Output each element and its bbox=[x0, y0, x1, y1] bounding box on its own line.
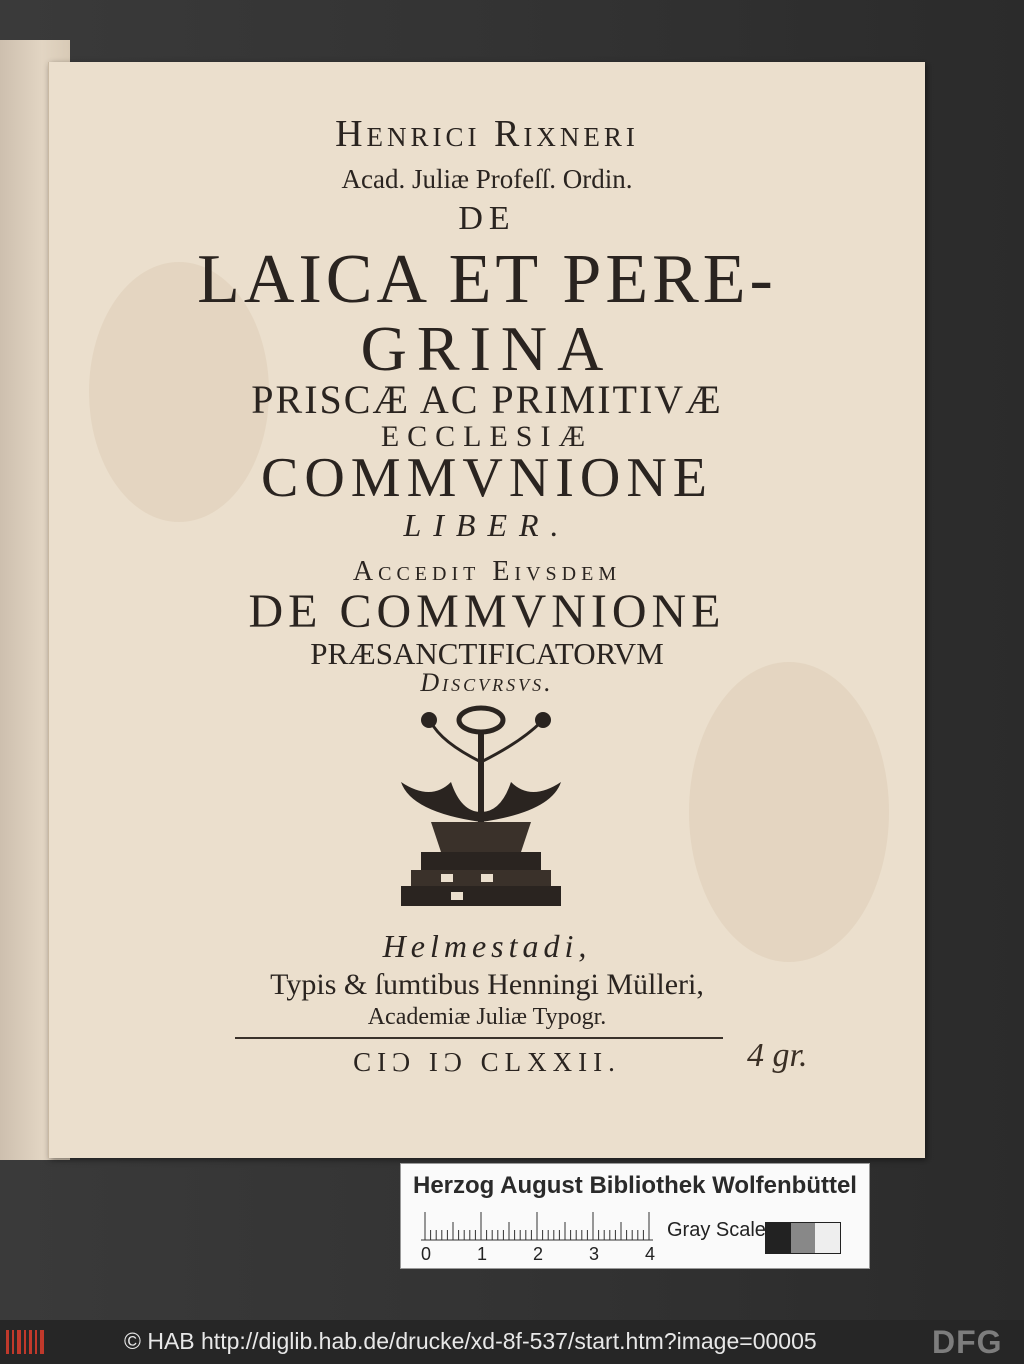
paper-stain bbox=[689, 662, 889, 962]
title-de: DE bbox=[458, 200, 516, 237]
barcode-icon bbox=[4, 1326, 50, 1358]
dfg-logo: DFG bbox=[932, 1324, 1003, 1360]
title-line-5: COMMVNIONE bbox=[261, 447, 713, 509]
author-title: Acad. Juliæ Profeſſ. Ordin. bbox=[341, 164, 633, 194]
title-line-2: GRINA bbox=[360, 313, 614, 384]
praesanctificatorum-line: PRÆSANCTIFICATORVM bbox=[310, 636, 664, 671]
imprint-year: CIϽ IϽ CLXXII. bbox=[353, 1047, 621, 1077]
scale-number: 1 bbox=[477, 1244, 488, 1264]
copyright-link[interactable]: © HAB http://diglib.hab.de/drucke/xd-8f-537/start.htm?image=00005 bbox=[124, 1328, 817, 1354]
ruler-scale bbox=[421, 1210, 661, 1242]
scale-number: 3 bbox=[589, 1244, 600, 1264]
gray-scale-swatch bbox=[765, 1222, 841, 1254]
accedit-line: Accedit Eivsdem bbox=[352, 556, 622, 587]
liber-line: LIBER. bbox=[403, 507, 571, 543]
imprint-printer: Typis & ſumtibus Henningi Mülleri, bbox=[270, 968, 704, 1001]
title-line-3: PRISCÆ AC PRIMITIVÆ bbox=[251, 377, 723, 422]
imprint-role: Academiæ Juliæ Typogr. bbox=[367, 1004, 607, 1030]
scale-number: 2 bbox=[533, 1244, 544, 1264]
price-annotation: 4 gr. bbox=[747, 1037, 808, 1074]
library-label bbox=[400, 1163, 870, 1269]
de-communione-line: DE COMMVNIONE bbox=[248, 585, 726, 638]
gray-scale-label: Gray Scale bbox=[667, 1219, 766, 1241]
author-name: Henrici Rixneri bbox=[335, 113, 639, 155]
title-line-4: ECCLESIÆ bbox=[380, 420, 594, 453]
title-page bbox=[48, 62, 925, 1158]
footer-bar bbox=[0, 1320, 1024, 1364]
imprint-place: Helmestadi, bbox=[382, 928, 592, 964]
scale-number: 0 bbox=[421, 1244, 432, 1264]
scale-number: 4 bbox=[645, 1244, 656, 1264]
discursus-line: Discvrsvs. bbox=[420, 668, 554, 697]
woodcut-ornament-icon bbox=[371, 702, 591, 918]
title-line-1: LAICA ET PERE- bbox=[197, 241, 777, 318]
library-name: Herzog August Bibliothek Wolfenbüttel bbox=[413, 1172, 857, 1199]
imprint-rule bbox=[235, 1037, 723, 1039]
